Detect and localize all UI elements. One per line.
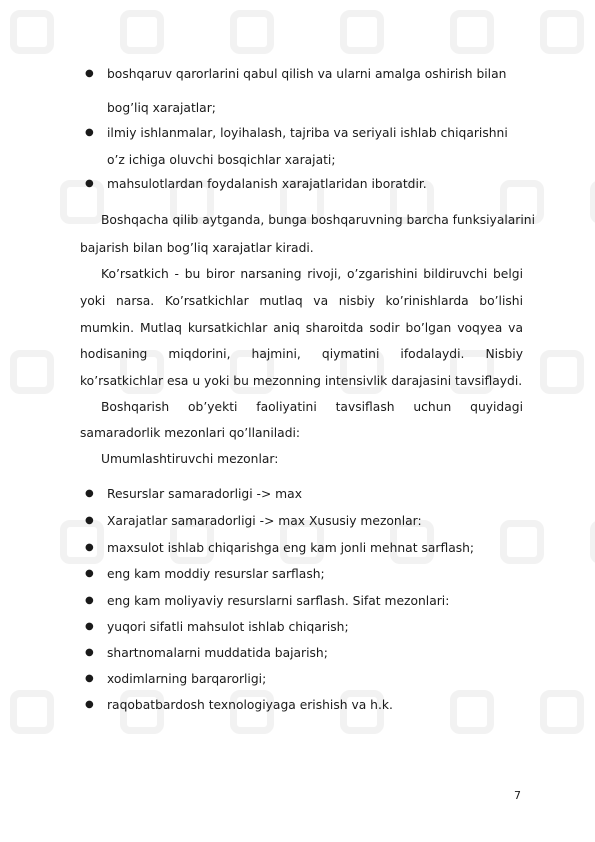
watermark-tile xyxy=(590,520,595,564)
paragraph-line: bajarish bilan bog’liq xarajatlar kiradi. xyxy=(80,241,314,255)
list-item: maxsulot ishlab chiqarishga eng kam jonli mehnat sarflash; xyxy=(107,541,475,555)
watermark-tile xyxy=(60,180,104,224)
watermark-tile xyxy=(340,10,384,54)
bullet-icon: ● xyxy=(85,178,94,189)
watermark-tile xyxy=(500,520,544,564)
list-item: Xarajatlar samaradorligi -> max Xususiy mezonlar: xyxy=(107,514,422,528)
bullet-icon: ● xyxy=(85,488,94,499)
list-item: xodimlarning barqarorligi; xyxy=(107,672,267,686)
list-item: ilmiy ishlanmalar, loyihalash, tajriba va seriyali ishlab chiqarishni xyxy=(107,126,508,140)
bullet-icon: ● xyxy=(85,68,94,79)
bullet-icon: ● xyxy=(85,699,94,710)
watermark-tile xyxy=(60,520,104,564)
bullet-icon: ● xyxy=(85,647,94,658)
bullet-icon: ● xyxy=(85,127,94,138)
watermark-tile xyxy=(10,350,54,394)
bullet-icon: ● xyxy=(85,542,94,553)
watermark-tile xyxy=(540,350,584,394)
list-item: boshqaruv qarorlarini qabul qilish va ularni amalga oshirish bilan xyxy=(107,67,507,81)
list-item: yuqori sifatli mahsulot ishlab chiqarish; xyxy=(107,620,349,634)
section-heading: Umumlashtiruvchi mezonlar: xyxy=(101,452,279,466)
paragraph-line: mumkin. Mutlaq kursatkichlar aniq sharoitda sodir bo’lgan voqyea va xyxy=(80,321,523,335)
bullet-icon: ● xyxy=(85,595,94,606)
list-item: raqobatbardosh texnologiyaga erishish va h.k. xyxy=(107,698,393,712)
watermark-tile xyxy=(10,10,54,54)
paragraph-line: Ko’rsatkich - bu biror narsaning rivoji, o’zgarishini bildiruvchi belgi xyxy=(101,267,523,281)
watermark-tile xyxy=(10,690,54,734)
bullet-icon: ● xyxy=(85,515,94,526)
page-number: 7 xyxy=(514,789,521,802)
bullet-icon: ● xyxy=(85,621,94,632)
bullet-icon: ● xyxy=(85,673,94,684)
watermark-tile xyxy=(120,10,164,54)
list-item: shartnomalarni muddatida bajarish; xyxy=(107,646,328,660)
watermark-tile xyxy=(590,180,595,224)
list-item: eng kam moddiy resurslar sarflash; xyxy=(107,567,325,581)
watermark-tile xyxy=(450,690,494,734)
watermark-tile xyxy=(540,690,584,734)
list-item: mahsulotlardan foydalanish xarajatlaridan iboratdir. xyxy=(107,177,427,191)
watermark-tile xyxy=(450,10,494,54)
watermark-tile xyxy=(230,10,274,54)
bullet-icon: ● xyxy=(85,568,94,579)
list-item: eng kam moliyaviy resurslarni sarflash. Sifat mezonlari: xyxy=(107,594,450,608)
list-item: Resurslar samaradorligi -> max xyxy=(107,487,302,501)
paragraph-line: samaradorlik mezonlari qo’llaniladi: xyxy=(80,426,301,440)
paragraph-line: hodisaning miqdorini, hajmini, qiymatini ifodalaydi. Nisbiy xyxy=(80,347,523,361)
watermark-tile xyxy=(540,10,584,54)
paragraph-line: yoki narsa. Ko’rsatkichlar mutlaq va nisbiy ko’rinishlarda bo’lishi xyxy=(80,294,523,308)
list-item-continuation: o’z ichiga oluvchi bosqichlar xarajati; xyxy=(107,153,336,167)
paragraph-line: ko’rsatkichlar esa u yoki bu mezonning intensivlik darajasini tavsiflaydi. xyxy=(80,374,523,388)
paragraph-line: Boshqacha qilib aytganda, bunga boshqaruvning barcha funksiyalarini xyxy=(101,213,535,227)
paragraph-line: Boshqarish ob’yekti faoliyatini tavsiflash uchun quyidagi xyxy=(101,400,523,414)
list-item-continuation: bog’liq xarajatlar; xyxy=(107,101,216,115)
